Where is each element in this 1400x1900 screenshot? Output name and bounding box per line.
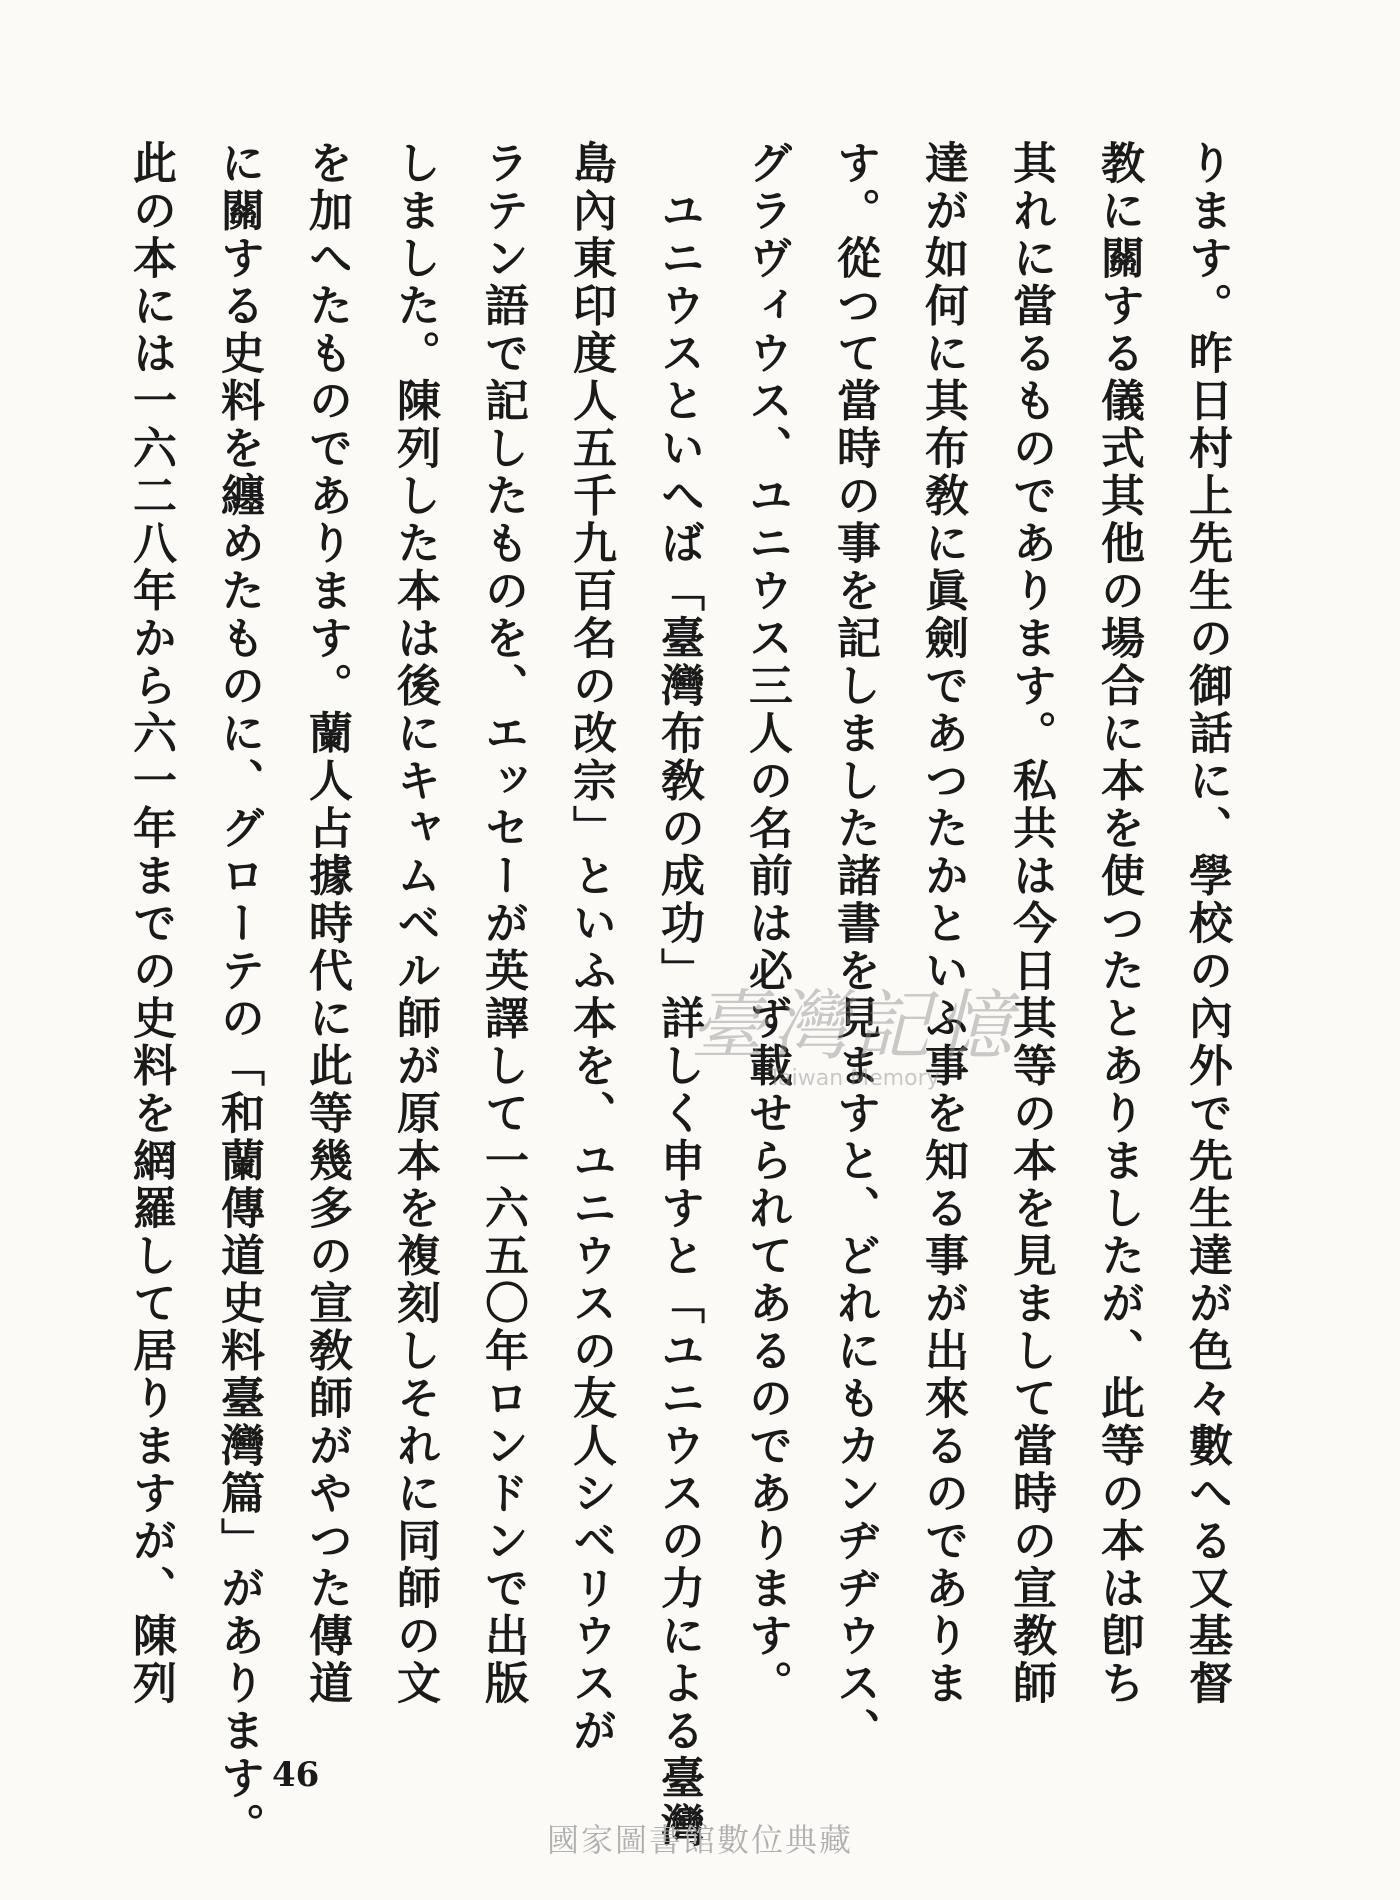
text-line: 此の本には一六二八年から六一年までの史料を網羅して居りますが、陳列	[125, 140, 176, 1708]
text-line: しました。陳列した本は後にキャムベル師が原本を複刻しそれに同師の文	[389, 140, 440, 1708]
text-line: に關する史料を纏めたものに、グローテの「和蘭傳道史料臺灣篇」があります。	[213, 140, 264, 1850]
text-line: グラヴィウス、ユニウス三人の名前は必ず載せられてあるのであります。	[741, 140, 792, 1708]
text-line: 達が如何に其布敎に眞劍であつたかといふ事を知る事が出來るのでありま	[917, 140, 968, 1708]
text-line: 島內東印度人五千九百名の改宗」といふ本を、ユニウスの友人シベリウスが	[565, 140, 616, 1755]
watermark-chinese: 臺灣記憶	[690, 981, 1018, 1070]
text-line: ります。昨日村上先生の御話に、學校の內外で先生達が色々數へる又基督	[1181, 140, 1232, 1708]
watermark-logo	[690, 965, 1018, 1091]
watermark-english: Taiwan Memory	[768, 1066, 940, 1091]
text-line: ユニウスといへば「臺灣布敎の成功」詳しく申すと「ユニウスの力による臺灣	[653, 140, 704, 1850]
page-number: 46	[272, 1755, 320, 1795]
text-line: ラテン語で記したものを、エッセーが英譯して一六五〇年ロンドンで出版	[477, 140, 528, 1708]
footer-caption: 國家圖書館數位典藏	[546, 1821, 853, 1859]
text-line: 其れに當るものであります。私共は今日其等の本を見まして當時の宣教師	[1005, 140, 1056, 1708]
text-line: を加へたものであります。蘭人占據時代に此等幾多の宣敎師がやつた傳道	[301, 140, 352, 1708]
text-line: す。從つて當時の事を記しました諸書を見ますと、どれにもカンヂヂウス、	[829, 140, 880, 1755]
text-line: 教に關する儀式其他の場合に本を使つたとありましたが、此等の本は卽ち	[1093, 140, 1144, 1708]
